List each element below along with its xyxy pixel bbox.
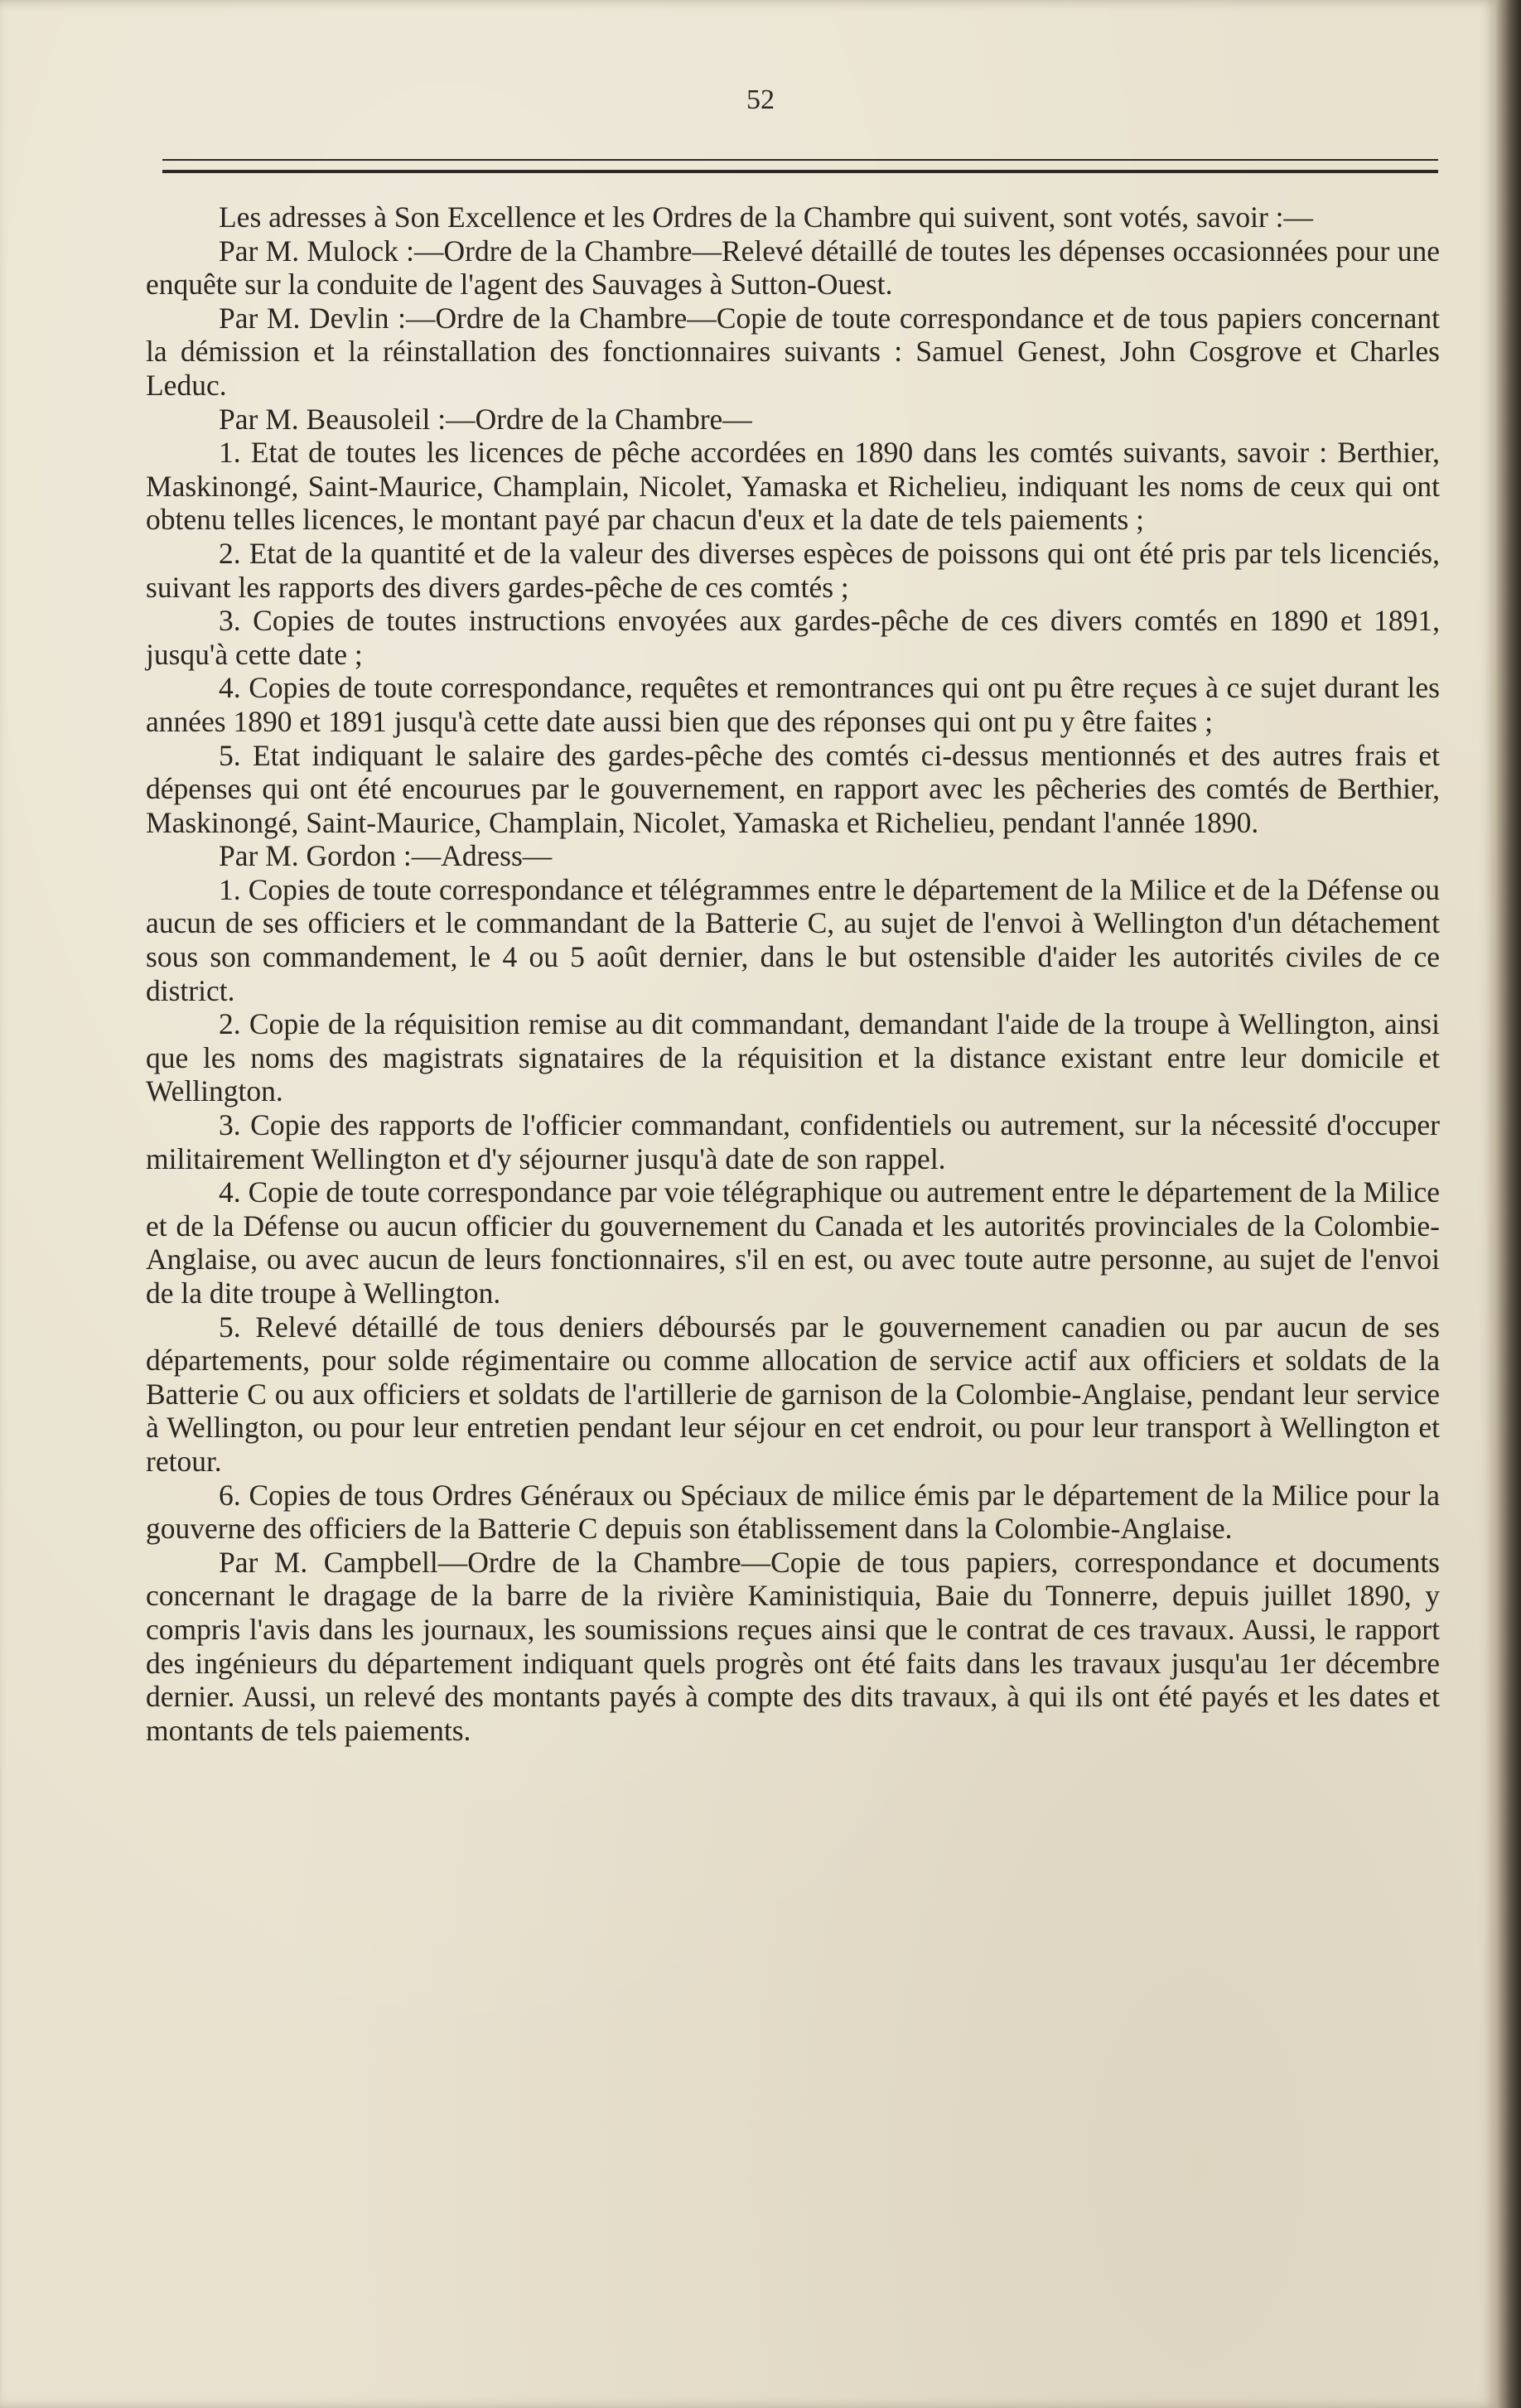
- body-text: [146, 200, 1440, 1747]
- paragraph-item: 6. Copies de tous Ordres Généraux ou Spéciaux de milice émis par le département de la Milice pour la gouverne des officiers de la Batterie C depuis son établissement dans la Colombie-Anglaise.: [146, 1478, 1440, 1546]
- page-number: 52: [746, 84, 775, 115]
- paragraph-item: 5. Relevé détaillé de tous deniers déboursés par le gouvernement canadien ou par aucun de ses départements, pour solde régimentaire ou comme allocation de service actif aux officiers et soldats de la Batterie C ou aux officiers et soldats de l'artillerie de garnison de la Colombie-Anglaise, pendant leur service à Wellington, ou pour leur entretien pendant leur séjour en cet endroit, ou pour leur transport à Wellington et retour.: [146, 1310, 1440, 1478]
- paragraph-item: 4. Copies de toute correspondance, requêtes et remontrances qui ont pu être reçues à ce sujet durant les années 1890 et 1891 jusqu'à cette date aussi bien que des réponses qui ont pu y être faites ;: [146, 671, 1440, 738]
- page-edge: [1496, 0, 1521, 2408]
- paragraph-item: 5. Etat indiquant le salaire des gardes-pêche des comtés ci-dessus mentionnés et des autres frais et dépenses qui ont été encourues par le gouvernement, en rapport avec les pêcheries des comtés de Berthier, Maskinongé, Saint-Maurice, Champlain, Nicolet, Yamaska et Richelieu, pendant l'année 1890.: [146, 738, 1440, 839]
- paragraph-item: 3. Copie des rapports de l'officier commandant, confidentiels ou autrement, sur la nécessité d'occuper militairement Wellington et d'y séjourner jusqu'à date de son rappel.: [146, 1108, 1440, 1175]
- header-rule-thin: [162, 159, 1438, 161]
- paragraph-item: 4. Copie de toute correspondance par voie télégraphique ou autrement entre le département de la Milice et de la Défense ou aucun officier du gouvernement du Canada et les autorités provinciales de la Colombie-Anglaise, ou avec aucun de leurs fonctionnaires, s'il en est, ou avec toute autre personne, au sujet de l'envoi de la dite troupe à Wellington.: [146, 1175, 1440, 1310]
- paragraph-devlin: Par M. Devlin :—Ordre de la Chambre—Copie de toute correspondance et de tous papiers concernant la démission et la réinstallation des fonctionnaires suivants : Samuel Genest, John Cosgrove et Charles Leduc.: [146, 301, 1440, 402]
- paragraph-item: 2. Etat de la quantité et de la valeur des diverses espèces de poissons qui ont été pris par tels licenciés, suivant les rapports des divers gardes-pêche de ces comtés ;: [146, 536, 1440, 604]
- paragraph-gordon: Par M. Gordon :—Adress—: [219, 839, 553, 873]
- paragraph-beausoleil: Par M. Beausoleil :—Ordre de la Chambre—: [219, 402, 752, 436]
- paragraph-campbell: Par M. Campbell—Ordre de la Chambre—Copie de tous papiers, correspondance et documents concernant le dragage de la barre de la rivière Kaministiquia, Baie du Tonnerre, depuis juillet 1890, y compris l'avis dans les journaux, les soumissions reçues ainsi que le contrat de ces travaux. Aussi, le rapport des ingénieurs du département indiquant quels progrès ont été faits dans les travaux jusqu'au 1er décembre dernier. Aussi, un relevé des montants payés à compte des dits travaux, à qui ils ont été payés et les dates et montants de tels paiements.: [146, 1545, 1440, 1747]
- header-rule-thick: [162, 170, 1438, 173]
- paragraph-item: 2. Copie de la réquisition remise au dit commandant, demandant l'aide de la troupe à Wellington, ainsi que les noms des magistrats signataires de la réquisition et la distance existant entre leur domicile et Wellington.: [146, 1007, 1440, 1108]
- paragraph-item: 3. Copies de toutes instructions envoyées aux gardes-pêche de ces divers comtés en 1890 et 1891, jusqu'à cette date ;: [146, 604, 1440, 671]
- paragraph-intro: Les adresses à Son Excellence et les Ordres de la Chambre qui suivent, sont votés, savoir :—: [219, 200, 1314, 234]
- paragraph-mulock: Par M. Mulock :—Ordre de la Chambre—Relevé détaillé de toutes les dépenses occasionnées pour une enquête sur la conduite de l'agent des Sauvages à Sutton-Ouest.: [146, 234, 1440, 302]
- paragraph-item: 1. Copies de toute correspondance et télégrammes entre le département de la Milice et de la Défense ou aucun de ses officiers et le commandant de la Batterie C, au sujet de l'envoi à Wellington d'un détachement sous son commandement, le 4 ou 5 août dernier, dans le but ostensible d'aider les autorités civiles de ce district.: [146, 872, 1440, 1007]
- paragraph-item: 1. Etat de toutes les licences de pêche accordées en 1890 dans les comtés suivants, savoir : Berthier, Maskinongé, Saint-Maurice, Champlain, Nicolet, Yamaska et Richelieu, indiquant les noms de ceux qui ont obtenu telles licences, le montant payé par chacun d'eux et la date de tels paiements ;: [146, 436, 1440, 537]
